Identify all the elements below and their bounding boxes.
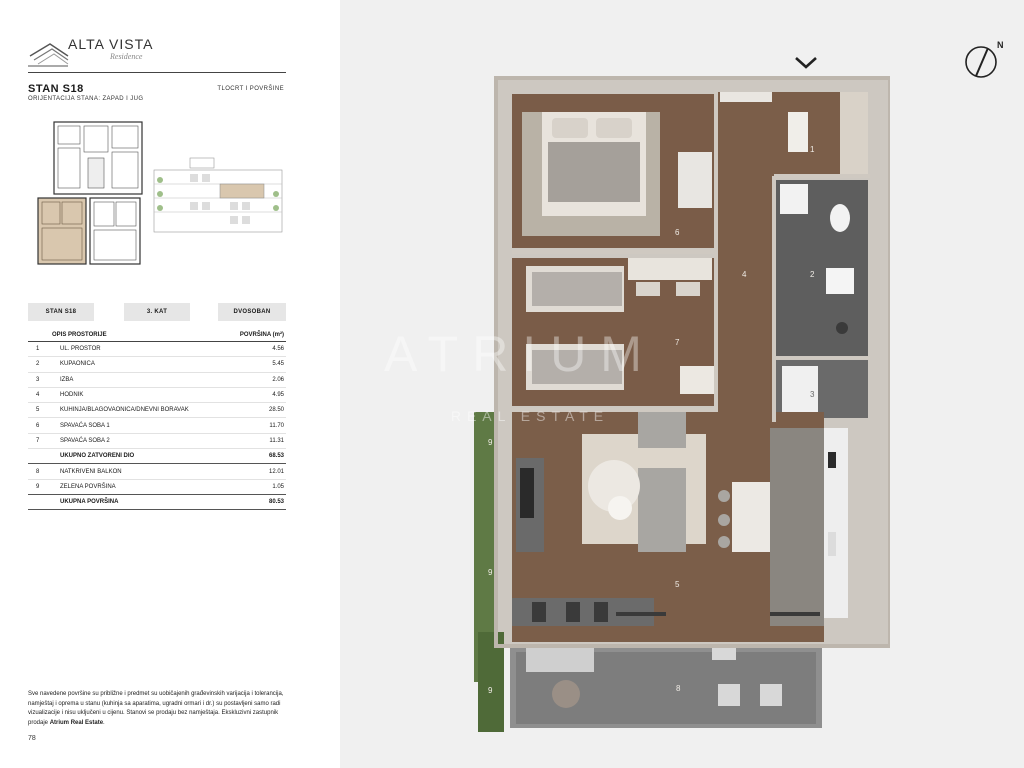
- table-subtotal-row: UKUPNO ZATVORENI DIO 68.53: [28, 449, 286, 464]
- room-number-9-bottom: 9: [488, 686, 493, 695]
- table-row: 7 SPAVAĆA SOBA 2 11.31: [28, 434, 286, 449]
- table-row: 9 ZELENA POVRŠINA 1.05: [28, 480, 286, 495]
- brand-name: ALTA VISTA: [68, 36, 154, 52]
- disclaimer-brand: Atrium Real Estate: [49, 719, 104, 726]
- table-row: 1 UL. PROSTOR 4.56: [28, 342, 286, 357]
- pill-floor: 3. KAT: [124, 303, 190, 321]
- table-header: [28, 332, 286, 342]
- table-row: 3 IZBA 2.06: [28, 373, 286, 388]
- room-number-8: 8: [676, 684, 681, 693]
- pill-type: DVOSOBAN: [218, 303, 286, 321]
- room-number-1: 1: [810, 145, 815, 154]
- room-number-5: 5: [675, 580, 680, 589]
- area-table: [28, 332, 286, 510]
- table-row: 8 NATKRIVENI BALKON 12.01: [28, 464, 286, 479]
- table-row: 6 SPAVAĆA SOBA 1 11.70: [28, 418, 286, 433]
- table-row: 4 HODNIK 4.95: [28, 388, 286, 403]
- entrance-chevron-icon: [794, 56, 818, 70]
- plan-label: TLOCRT I POVRŠINE: [217, 86, 284, 92]
- unit-title: STAN S18: [28, 83, 84, 95]
- room-number-9-top: 9: [488, 438, 493, 447]
- room-number-6: 6: [675, 228, 680, 237]
- watermark: ATRIUM: [384, 326, 656, 382]
- divider: [28, 72, 286, 73]
- disclaimer-body: Sve navedene površine su približne i predmet su uobičajenih građevinskih varijacija i tolerancija, namještaj i oprema u stanu (kuhinja sa aparatima, ugradni ormari i dr.) su postavljeni samo radi vizualizacije i nisu uključeni u cijenu. Stanovi se prodaju bez namještaja. Ekskluzivni zastupnik prodaje: [28, 691, 284, 726]
- room-number-9-mid: 9: [488, 568, 493, 577]
- north-compass-icon: [964, 40, 998, 80]
- table-row: 2 KUPAONICA 5.45: [28, 357, 286, 372]
- apartment-floor-plan: [470, 72, 890, 742]
- watermark-sub: REAL ESTATE: [450, 408, 610, 424]
- brand-script: Residence: [110, 52, 143, 61]
- room-number-3: 3: [810, 390, 815, 399]
- building-floor-plan-thumbnail: [34, 118, 144, 268]
- info-panel: [0, 0, 340, 768]
- orientation-text: ORIJENTACIJA STANA: ZAPAD I JUG: [28, 96, 144, 102]
- north-label: N: [997, 40, 1004, 50]
- table-total-row: UKUPNA POVRŠINA 80.53: [28, 495, 286, 510]
- disclaimer-text: Sve navedene površine su približne i predmet su uobičajenih građevinskih varijacija i tolerancija, namještaj i oprema u stanu (kuhinja sa aparatima, ugradni ormari i dr.) su postavljeni samo radi vizualizacije i nisu uključeni u cijenu. Stanovi se prodaju bez namještaja. Ekskluzivni zastupnik prodaje Atrium Real Estate.: [28, 691, 284, 726]
- pill-unit: STAN S18: [28, 303, 94, 321]
- room-number-2: 2: [810, 270, 815, 279]
- room-number-4: 4: [742, 270, 747, 279]
- col-room-header: OPIS PROSTORIJE: [52, 332, 107, 338]
- table-row: 5 KUHINJA/BLAGOVAONICA/DNEVNI BORAVAK 28.50: [28, 403, 286, 418]
- page-number: 78: [28, 735, 36, 742]
- col-area-header: POVRŠINA (m²): [239, 332, 284, 338]
- room-number-7: 7: [675, 338, 680, 347]
- building-elevation-thumbnail: [150, 150, 286, 240]
